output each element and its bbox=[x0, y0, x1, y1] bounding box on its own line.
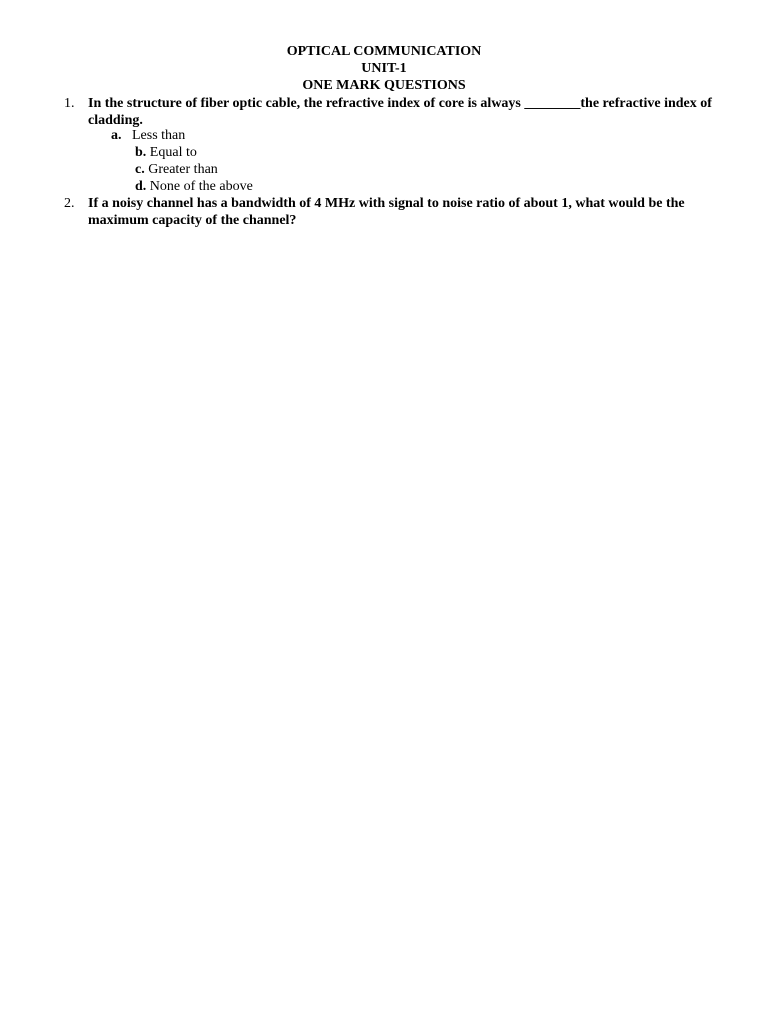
question-2 bbox=[64, 195, 724, 229]
subject-title: OPTICAL COMMUNICATION bbox=[286, 44, 482, 59]
question-text: If a noisy channel has a bandwidth of 4 MHz with signal to noise ratio of about 1, what would be the maximum capacity of the channel? bbox=[88, 196, 685, 228]
option-text: Greater than bbox=[148, 162, 218, 177]
question-number: 2. bbox=[64, 196, 75, 211]
option-a bbox=[111, 127, 185, 144]
option-letter: d. bbox=[135, 179, 147, 194]
option-c bbox=[135, 161, 218, 178]
option-text: Equal to bbox=[149, 145, 197, 160]
document-heading bbox=[0, 43, 768, 94]
option-letter: a. bbox=[111, 128, 122, 143]
unit-title: UNIT-1 bbox=[361, 61, 407, 76]
option-text: Less than bbox=[132, 128, 186, 143]
section-title: ONE MARK QUESTIONS bbox=[302, 78, 466, 93]
option-letter: c. bbox=[135, 162, 145, 177]
option-d bbox=[135, 178, 253, 195]
option-b bbox=[135, 144, 197, 161]
question-number: 1. bbox=[64, 96, 75, 111]
question-1 bbox=[64, 95, 724, 129]
option-text: None of the above bbox=[149, 179, 253, 194]
option-letter: b. bbox=[135, 145, 147, 160]
question-text: In the structure of fiber optic cable, the refractive index of core is always ________the refractive index of cladding. bbox=[88, 96, 712, 128]
